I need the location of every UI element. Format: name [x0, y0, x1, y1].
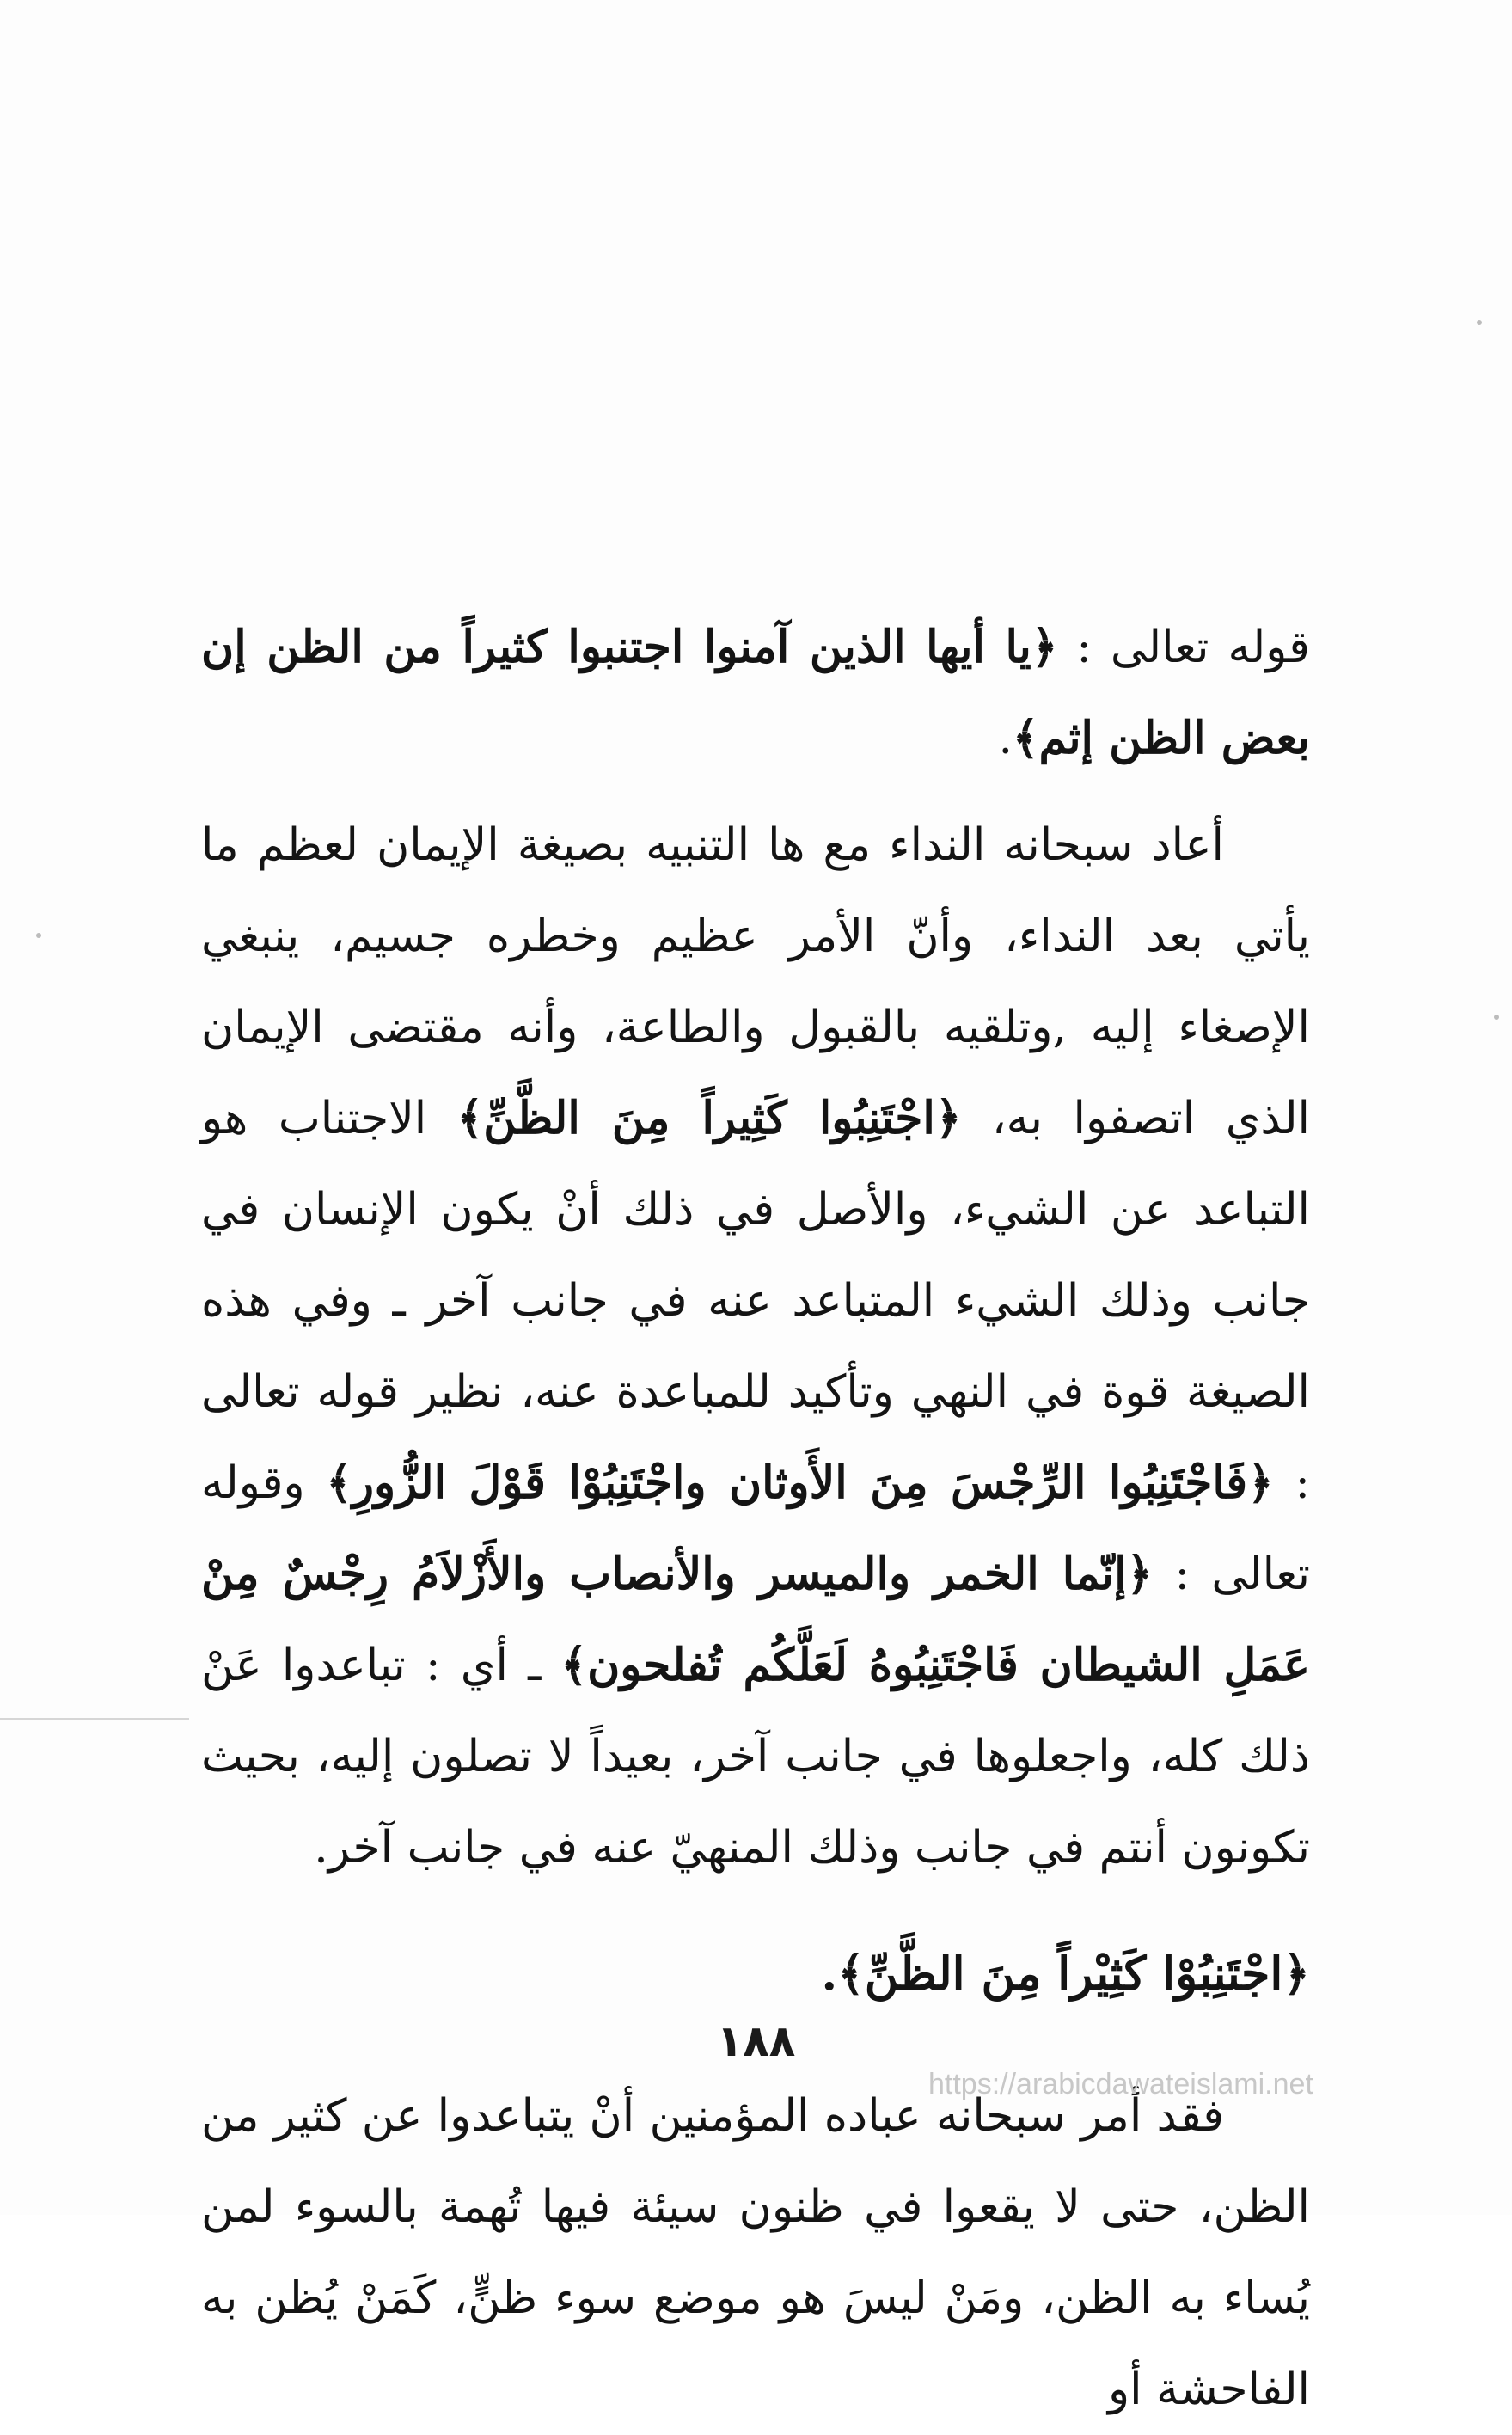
paragraph-commentary — [201, 800, 1310, 1893]
heading-suffix: . — [821, 1946, 838, 2001]
scan-speck — [1494, 1015, 1499, 1020]
quran-verse: ﴿إنّما الخمر والميسر والأنصاب والأَزْلاَمُ رِجْسٌ مِنْ عَمَلِ الشيطان فَاجْتَنِبُوهُ لَعَلَّكُم تُفلحون﴾ — [201, 1548, 1310, 1691]
body-text — [201, 602, 1310, 2435]
commentary-text: الاجتناب هو التباعد عن الشيء، والأصل في ذلك أنْ يكون الإنسان في جانب وذلك الشيء المتباعد عنه في جانب آخر ـ وفي هذه الصيغة قوة في النهي وتأكيد للمباعدة عنه، نظير قوله تعالى : — [201, 1093, 1310, 1509]
heading-verse: ﴿اجْتَنِبُوْا كَثِيْراً مِنَ الظَّنِّ﴾ — [837, 1946, 1310, 2001]
explanation-text: فقد أمر سبحانه عباده المؤمنين أنْ يتباعدوا عن كثير من الظن، حتى لا يقعوا في ظنون سيئة فيها تُهمة بالسوء لمن يُساء به الظن، ومَنْ ليسَ هو موضع سوء ظنٍّ، كَمَنْ يُظن به الفاحشة أو — [201, 2090, 1310, 2415]
commentary-text: وقوله تعالى : — [201, 1457, 1310, 1600]
commentary-text: ـ أي : تباعدوا عَنْ ذلك كله، واجعلوها في جانب آخر، بعيداً لا تصلون إليه، بحيث تكونون أنتم في جانب وذلك المنهيّ عنه في جانب آخر. — [201, 1640, 1310, 1874]
verse-intro-prefix: قوله تعالى : — [1057, 622, 1310, 673]
scan-artifact-line — [0, 1718, 189, 1720]
paragraph-verse-intro — [201, 602, 1310, 784]
page-number: ١٨٨ — [716, 2016, 796, 2066]
quran-verse: ﴿اجْتَنِبُوا كَثِيراً مِنَ الظَّنِّ﴾ — [456, 1092, 962, 1144]
commentary-text: أعاد سبحانه النداء مع ها التنبيه بصيغة الإيمان لعظم ما يأتي بعد النداء، وأنّ الأمر عظيم وخطره جسيم، ينبغي الإصغاء إليه ,وتلقيه بالقبول والطاعة، وأنه مقتضى الإيمان الذي اتصفوا به، — [201, 819, 1310, 1144]
paragraph-explanation — [201, 2070, 1310, 2435]
scan-speck — [36, 933, 41, 938]
watermark-url: https://arabicdawateislami.net — [928, 2068, 1313, 2101]
scan-speck — [1477, 320, 1482, 325]
quran-verse: ﴿يا أيها الذين آمنوا اجتنبوا كثيراً من الظن إن بعض الظن إثم﴾ — [201, 621, 1310, 764]
section-heading — [201, 1928, 1310, 2019]
quran-verse: ﴿فَاجْتَنِبُوا الرِّجْسَ مِنَ الأَوثان واجْتَنِبُوْا قَوْلَ الزُّورِ﴾ — [326, 1457, 1274, 1509]
verse-intro-suffix: . — [998, 713, 1013, 764]
